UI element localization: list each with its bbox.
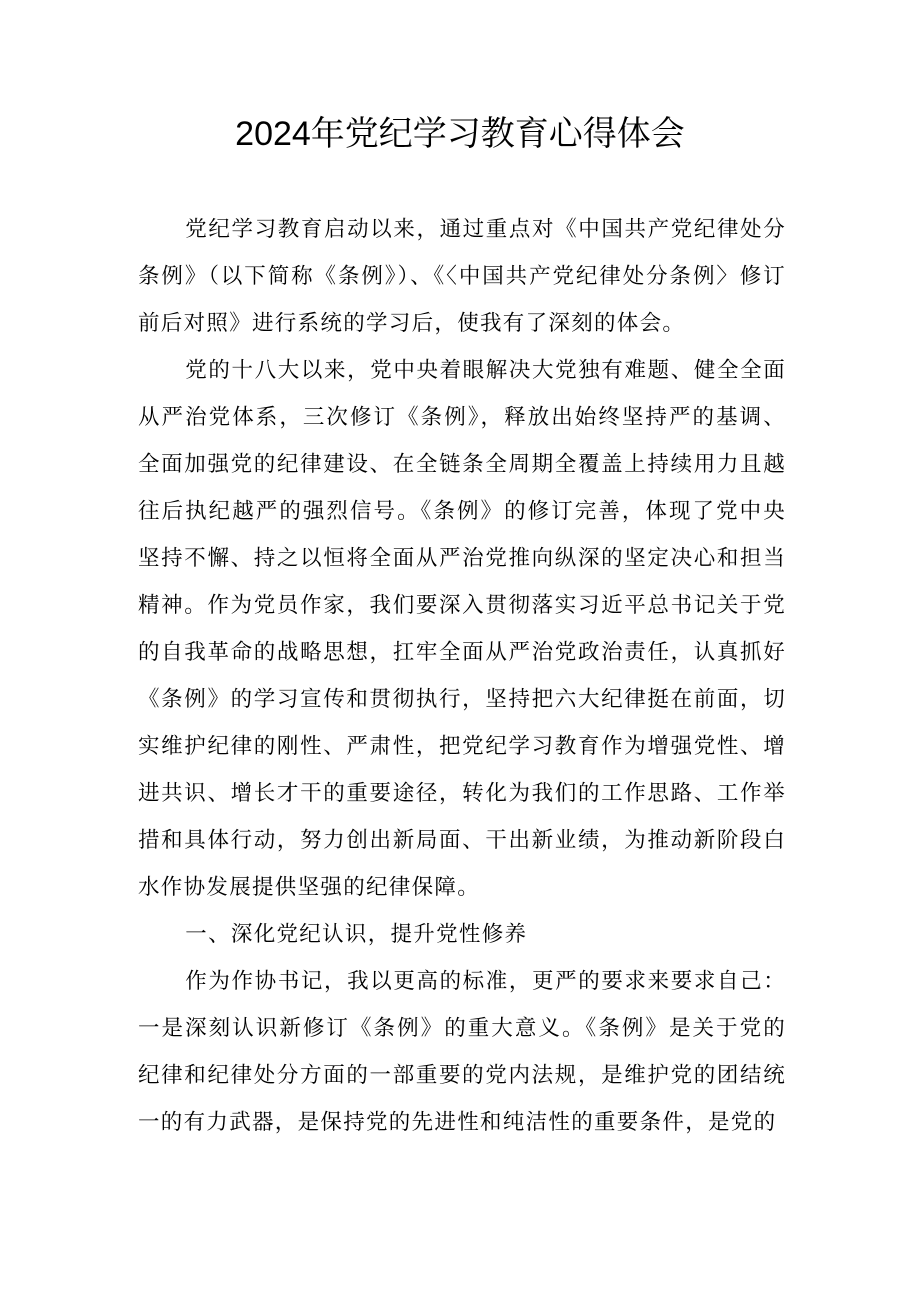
paragraph-intro: 党纪学习教育启动以来，通过重点对《中国共产党纪律处分条例》（以下简称《条例》）、《〈中国共产党纪律处分条例〉修订前后对照》进行系统的学习后，使我有了深刻的体会。 [138,217,786,336]
section-heading-one: 一、深化党纪认识，提升党性修养 [185,922,528,947]
paragraph-section-one: 作为作协书记，我以更高的标准，更严的要求来要求自己：一是深刻认识新修订《条例》的重大意义。《条例》是关于党的纪律和纪律处分方面的一部重要的党内法规，是维护党的团结统一的有力武器，是保持党的先进性和纯洁性的重要条件，是党的 [138,969,786,1135]
document-title: 2024年党纪学习教育心得体会 [235,115,685,153]
paragraph-background: 党的十八大以来，党中央着眼解决大党独有难题、健全全面从严治党体系，三次修订《条例》，释放出始终坚持严的基调、全面加强党的纪律建设、在全链条全周期全覆盖上持续用力且越往后执纪越严的强烈信号。《条例》的修订完善，体现了党中央坚持不懈、持之以恒将全面从严治党推向纵深的坚定决心和担当精神。作为党员作家，我们要深入贯彻落实习近平总书记关于党的自我革命的战略思想，扛牢全面从严治党政治责任，认真抓好《条例》的学习宣传和贯彻执行，坚持把六大纪律挺在前面，切实维护纪律的刚性、严肃性，把党纪学习教育作为增强党性、增进共识、增长才干的重要途径，转化为我们的工作思路、工作举措和具体行动，努力创出新局面、干出新业绩，为推动新阶段白水作协发展提供坚强的纪律保障。 [138,358,786,900]
document-body [138,206,786,1146]
